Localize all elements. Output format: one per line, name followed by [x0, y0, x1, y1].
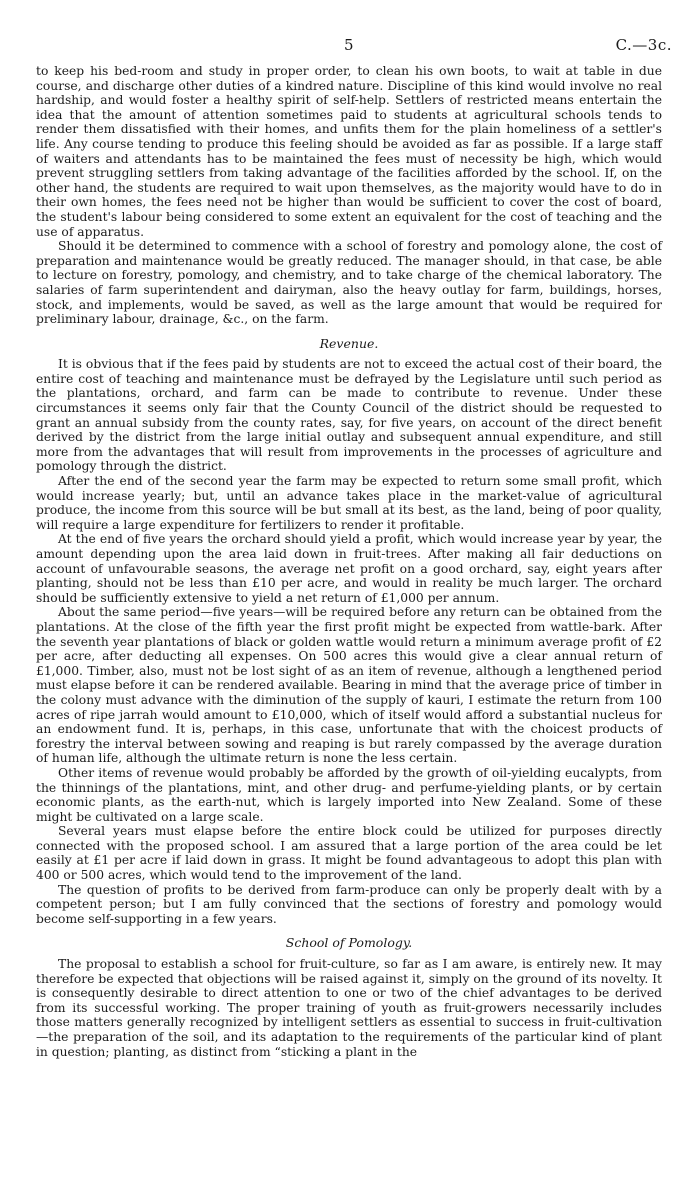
paragraph: Other items of revenue would probably be afforded by the growth of oil-yielding eucalypts, from the thinnings of the plantations, mint, and other drug- and perfume-yielding plants, or by certain economic plants, as the earth-nut, which is largely imported into New Zealand. Some of these might be cultivated on a large scale. [36, 765, 662, 824]
body-text [36, 64, 662, 1059]
paragraph: The question of profits to be derived from farm-produce can only be properly dealt with by a competent person; but I am fully convinced that the sections of forestry and pomology would become self-supporting in a few years. [36, 882, 662, 926]
paragraph: After the end of the second year the farm may be expected to return some small profit, which would increase yearly; but, until an advance takes place in the market-value of agricultural produce, the income from this source will be but small at its best, as the land, being of poor quality, will require a large expenditure for fertilizers to render it profitable. [36, 474, 662, 532]
section-heading-school-of-pomology: School of Pomology. [285, 935, 413, 951]
paragraph: Several years must elapse before the entire block could be utilized for purposes directly connected with the proposed school. I am assured that a large portion of the area could be let easily at £1 per acre if laid down in grass. It might be found advantageous to adopt this plan with 400 or 500 acres, which would tend to the improvement of the land. [36, 824, 662, 883]
page-header [0, 36, 700, 56]
paragraph: At the end of five years the orchard should yield a profit, which would increase year by year, the amount depending upon the area laid down in fruit-trees. After making all fair deductions on account of unfavourable seasons, the average net profit on a good orchard, say, eight years after planting, should not be less than £10 per acre, and would in reality be much larger. The orchard should be sufficiently extensive to yield a net return of £1,000 per annum. [36, 532, 662, 605]
paragraph: The proposal to establish a school for fruit-culture, so far as I am aware, is entirely new. It may therefore be expected that objections will be raised against it, simply on the ground of its novelty. It is consequently desirable to direct attention to one or two of the chief advantages to be derived from its successful working. The proper training of youth as fruit-growers necessarily includes those matters generally recognized by intelligent settlers as essential to success in fruit-cultivation—the preparation of the soil, and its adaptation to the requirements of the particular kind of plant in question; planting, as distinct from “sticking a plant in the [36, 957, 662, 1059]
paragraph: Should it be determined to commence with a school of forestry and pomology alone, the cost of preparation and maintenance would be greatly reduced. The manager should, in that case, be able to lecture on forestry, pomology, and chemistry, and to take charge of the chemical laboratory. The salaries of farm superintendent and dairyman, also the heavy outlay for farm, buildings, horses, stock, and implements, would be saved, as well as the large amount that would be required for preliminary labour, drainage, &c., on the farm. [36, 239, 662, 327]
page-number: 5 [344, 36, 354, 54]
section-heading-revenue: Revenue. [319, 335, 379, 351]
paragraph: It is obvious that if the fees paid by students are not to exceed the actual cost of their board, the entire cost of teaching and maintenance must be defrayed by the Legislature until such period as the plantations, orchard, and farm can be made to contribute to revenue. Under these circumstances it seems only fair that the County Council of the district should be requested to grant an annual subsidy from the county rates, say, for five years, on account of the direct benefit derived by the district from the large initial outlay and subsequent annual expenditure, and still more from the advantages that will result from improvements in the processes of agriculture and pomology through the district. [36, 357, 662, 474]
document-reference: C.—3c. [615, 36, 672, 54]
paragraph: to keep his bed-room and study in proper order, to clean his own boots, to wait at table in due course, and discharge other duties of a kindred nature. Discipline of this kind would involve no real hardship, and would foster a healthy spirit of self-help. Settlers of restricted means entertain the idea that the amount of attention sometimes paid to students at agricultural schools tends to render them dissatisfied with their homes, and unfits them for the plain homeliness of a settler's life. Any course tending to produce this feeling should be avoided as far as possible. If a large staff of waiters and attendants has to be maintained the fees must of necessity be high, which would prevent struggling settlers from taking advantage of the facilities afforded by the school. If, on the other hand, the students are required to wait upon themselves, as the majority would have to do in their own homes, the fees need not be higher than would be sufficient to cover the cost of board, the student's labour being considered to some extent an equivalent for the cost of teaching and the use of apparatus. [36, 64, 662, 239]
paragraph: About the same period—five years—will be required before any return can be obtained from the plantations. At the close of the fifth year the first profit might be expected from wattle-bark. After the seventh year plantations of black or golden wattle would return a minimum average profit of £2 per acre, after deducting all expenses. On 500 acres this would give a clear annual return of £1,000. Timber, also, must not be lost sight of as an item of revenue, although a lengthened period must elapse before it can be rendered available. Bearing in mind that the average price of timber in the colony must advance with the diminution of the supply of kauri, I estimate the return from 100 acres of ripe jarrah would amount to £10,000, which of itself would afford a substantial nucleus for an endowment fund. It is, perhaps, in this case, unfortunate that with the choicest products of forestry the interval between sowing and reaping is but rarely compassed by the average duration of human life, although the ultimate return is none the less certain. [36, 605, 662, 766]
